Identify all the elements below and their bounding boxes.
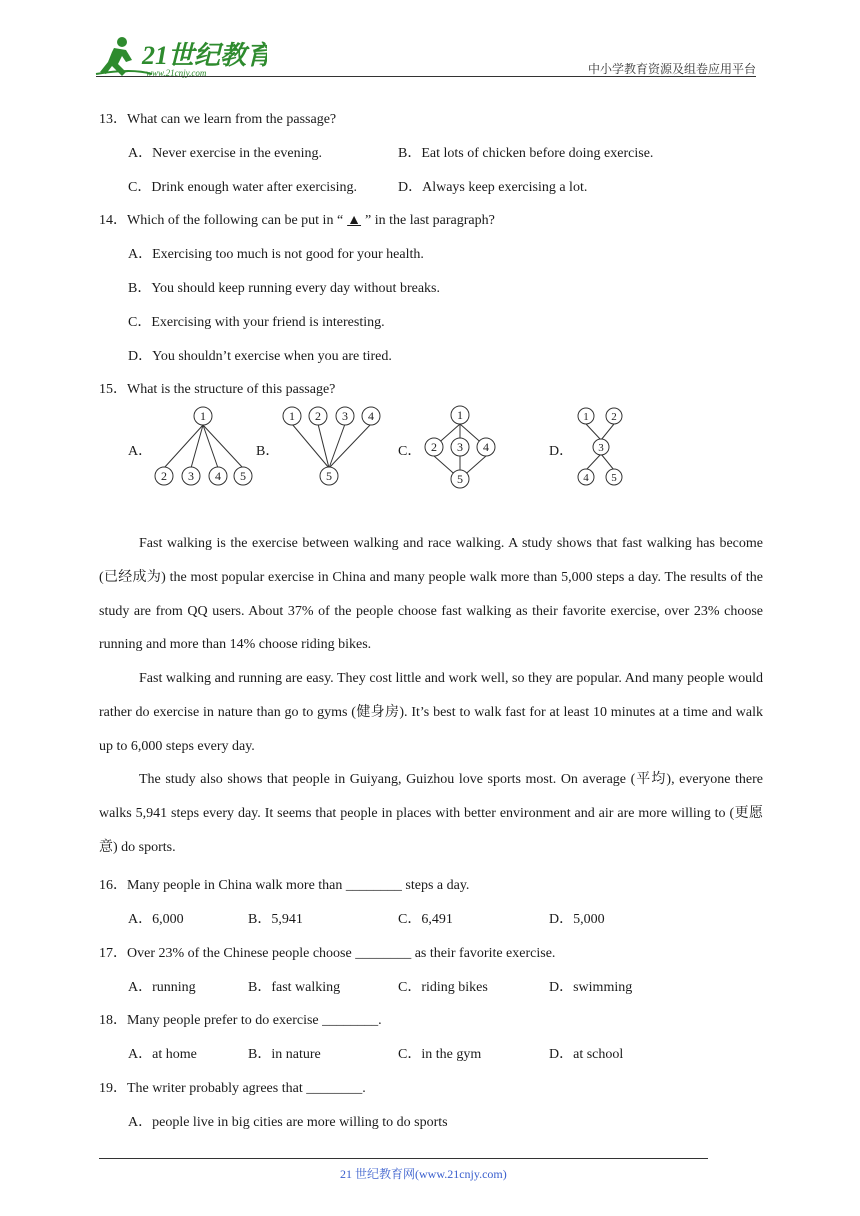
node-c-4: 4 — [483, 440, 489, 454]
q14-option-d: D．You shouldn’t exercise when you are tired. — [128, 349, 392, 364]
node-d-4: 4 — [583, 472, 589, 484]
node-d-3: 3 — [598, 442, 604, 454]
q18-option-a: A．at home — [128, 1047, 197, 1062]
node-b-5: 5 — [326, 469, 332, 483]
q19-option-a: A．people live in big cities are more willing to do sports — [128, 1115, 448, 1130]
footer-divider — [99, 1158, 708, 1159]
passage-paragraph-2: Fast walking and running are easy. They cost little and work well, so they are popular. And many people would rather do exercise in nature than go to gyms (健身房). It’s best to walk fast for at least 10 minutes at a time and walk up to 6,000 steps every day. — [99, 671, 763, 754]
node-a-4: 4 — [215, 469, 221, 483]
q14-option-b: B．You should keep running every day without breaks. — [128, 281, 440, 296]
q13-option-a: A．Never exercise in the evening. — [128, 146, 322, 161]
q16-option-c: C．6,491 — [398, 912, 453, 927]
q15-option-a-label: A． — [128, 444, 153, 459]
q16-option-a: A．6,000 — [128, 912, 184, 927]
question-16-stem: 16．Many people in China walk more than ________ steps a day. — [99, 878, 470, 893]
node-c-1: 1 — [457, 408, 463, 422]
q14-option-a: A．Exercising too much is not good for your health. — [128, 247, 424, 262]
node-a-5: 5 — [240, 469, 246, 483]
node-c-3: 3 — [457, 440, 463, 454]
node-c-2: 2 — [431, 440, 437, 454]
q18-option-d: D．at school — [549, 1047, 624, 1062]
q16-option-d: D．5,000 — [549, 912, 605, 927]
node-b-1: 1 — [289, 409, 295, 423]
q14-stem-after: ” in the last paragraph? — [365, 213, 495, 228]
q13-option-c: C．Drink enough water after exercising. — [128, 180, 357, 195]
header-platform-text: 中小学教育资源及组卷应用平台 — [587, 62, 756, 76]
question-17-stem: 17．Over 23% of the Chinese people choose ________ as their favorite exercise. — [99, 946, 556, 961]
passage-paragraph-1: Fast walking is the exercise between walking and race walking. A study shows that fast walking has become (已经成为) the most popular exercise in China and many people walk more than 5,000 steps a day. The results of the study are from QQ users. About 37% of the people choose fast walking as their favorite exercise, over 23% choose running and more than 14% choose riding bikes. — [99, 536, 763, 653]
node-b-4: 4 — [368, 409, 374, 423]
node-c-5: 5 — [457, 472, 463, 486]
node-d-5: 5 — [611, 472, 617, 484]
node-a-2: 2 — [161, 469, 167, 483]
q14-stem-before: 14．Which of the following can be put in “ — [99, 213, 344, 228]
q13-option-d: D．Always keep exercising a lot. — [398, 180, 588, 195]
node-d-1: 1 — [583, 411, 589, 423]
q18-option-c: C．in the gym — [398, 1047, 482, 1062]
question-15-stem: 15．What is the structure of this passage? — [99, 382, 336, 397]
q14-option-c: C．Exercising with your friend is interesting. — [128, 315, 385, 330]
node-d-2: 2 — [611, 411, 617, 423]
node-b-2: 2 — [315, 409, 321, 423]
q17-option-a: A．running — [128, 980, 196, 995]
node-b-3: 3 — [342, 409, 348, 423]
question-13-stem: 13．What can we learn from the passage? — [99, 112, 337, 127]
q15-option-d-label: D． — [549, 444, 574, 459]
footer-link[interactable]: 21 世纪教育网(www.21cnjy.com) — [340, 1167, 507, 1181]
svg-text:21世纪教育: 21世纪教育 — [142, 41, 267, 70]
q14-blank-mark: ▲ — [347, 213, 362, 228]
question-18-stem: 18．Many people prefer to do exercise ________. — [99, 1013, 382, 1028]
passage-paragraph-3: The study also shows that people in Guiyang, Guizhou love sports most. On average (平均), everyone there walks 5,941 steps every day. It seems that people in places with better environment and air are more willing to (更愿意) do sports. — [99, 772, 763, 855]
q17-option-b: B．fast walking — [248, 980, 341, 995]
q17-option-c: C．riding bikes — [398, 980, 488, 995]
q15-option-b-label: B． — [256, 444, 280, 459]
q18-option-b: B．in nature — [248, 1047, 321, 1062]
q15-option-c-label: C． — [398, 444, 422, 459]
node-a-1: 1 — [200, 409, 206, 423]
q16-option-b: B．5,941 — [248, 912, 303, 927]
node-a-3: 3 — [188, 469, 194, 483]
q13-option-b: B．Eat lots of chicken before doing exercise. — [398, 146, 654, 161]
q17-option-d: D．swimming — [549, 980, 633, 995]
svg-text:www.21cnjy.com: www.21cnjy.com — [146, 68, 207, 78]
question-19-stem: 19．The writer probably agrees that ________. — [99, 1081, 366, 1096]
structure-diagrams — [0, 0, 860, 500]
